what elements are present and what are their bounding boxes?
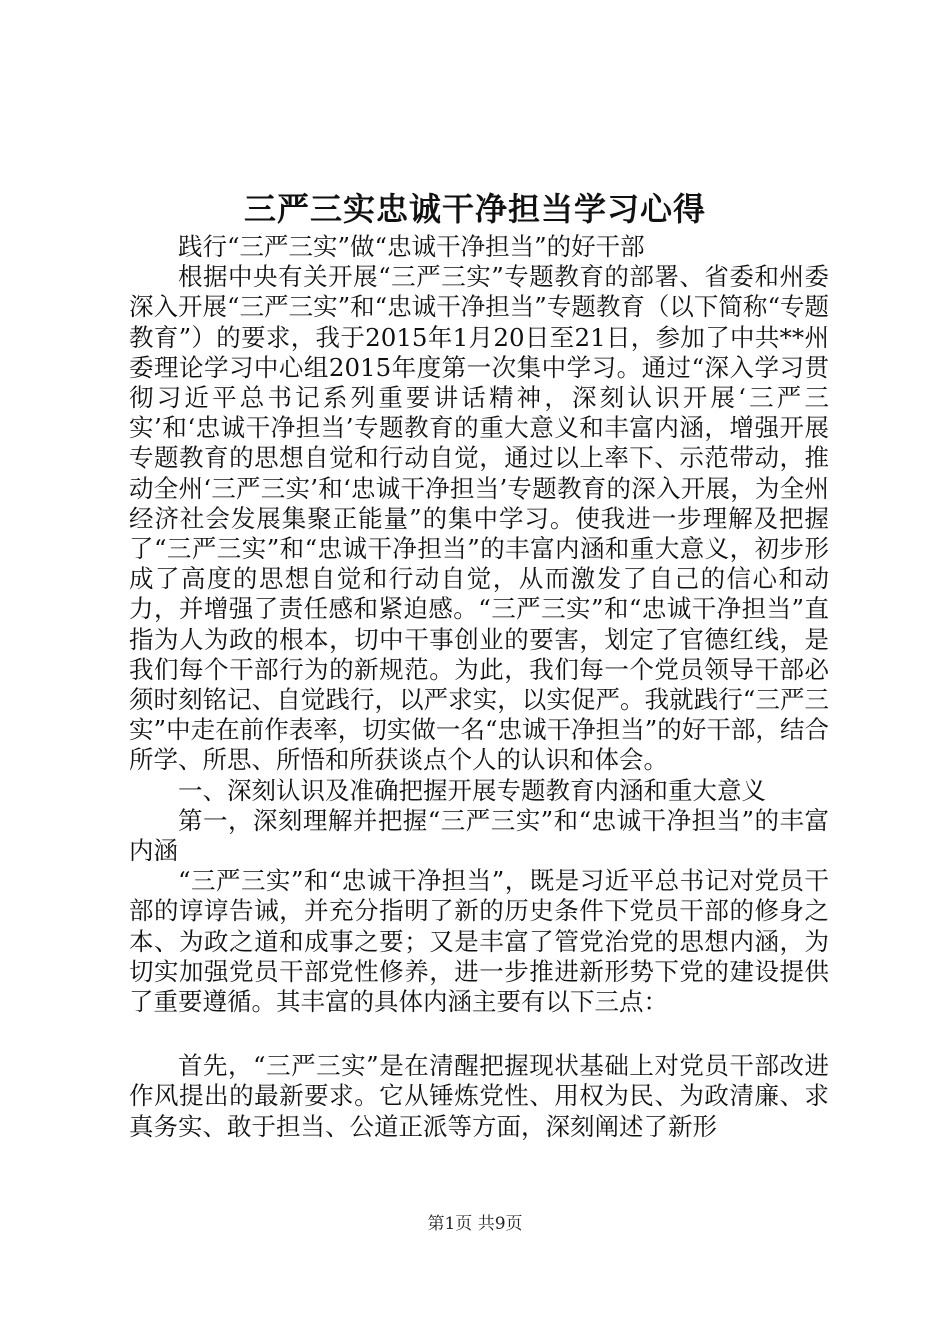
section-heading: 一、深刻认识及准确把握开展专题教育内涵和重大意义 <box>178 775 766 805</box>
body-paragraph: 根据中央有关开展“三严三实”专题教育的部署、省委和州委深入开展“三严三实”和“忠诚干净担当”专题教育（以下简称“专题教育”）的要求，我于2015年1月20日至21日，参加了中共**州委理论学习中心组2015年度第一次集中学习。通过“深入学习贯彻习近平总书记系列重要讲话精神，深刻认识开展‘三严三实’和‘忠诚干净担当’专题教育的重大意义和丰富内涵，增强开展专题教育的思想自觉和行动自觉，通过以上率下、示范带动，推动全州‘三严三实’和‘忠诚干净担当’专题教育的深入开展，为全州经济社会发展集聚正能量”的集中学习。使我进一步理解及把握了“三严三实”和“忠诚干净担当”的丰富内涵和重大意义，初步形成了高度的思想自觉和行动自觉，从而激发了自己的信心和动力，并增强了责任感和紧迫感。“三严三实”和“忠诚干净担当”直指为人为政的根本，切中干事创业的要害，划定了官德红线，是我们每个干部行为的新规范。为此，我们每一个党员领导干部必须时刻铭记、自觉践行，以严求实，以实促严。我就践行“三严三实”中走在前作表率，切实做一名“忠诚干净担当”的好干部，结合所学、所思、所悟和所获谈点个人的认识和体会。 <box>129 262 829 775</box>
subsection-heading: 第一，深刻理解并把握“三严三实”和“忠诚干净担当”的丰富内涵 <box>129 805 829 866</box>
document-body <box>129 232 829 1142</box>
subtitle-paragraph: 践行“三严三实”做“忠诚干净担当”的好干部 <box>178 232 645 261</box>
page-footer: 第1页 共9页 <box>427 1214 523 1234</box>
body-paragraph: “三严三实”和“忠诚干净担当”，既是习近平总书记对党员干部的谆谆告诫，并充分指明了新的历史条件下党员干部的修身之本、为政之道和成事之要；又是丰富了管党治党的思想内涵，为切实加强党员干部党性修养，进一步推进新形势下党的建设提供了重要遵循。其丰富的具体内涵主要有以下三点： <box>129 866 829 1017</box>
document-title: 三严三实忠诚干净担当学习心得 <box>243 190 706 228</box>
body-paragraph: 首先，“三严三实”是在清醒把握现状基础上对党员干部改进作风提出的最新要求。它从锤炼党性、用权为民、为政清廉、求真务实、敢于担当、公道正派等方面，深刻阐述了新形 <box>129 1051 829 1141</box>
